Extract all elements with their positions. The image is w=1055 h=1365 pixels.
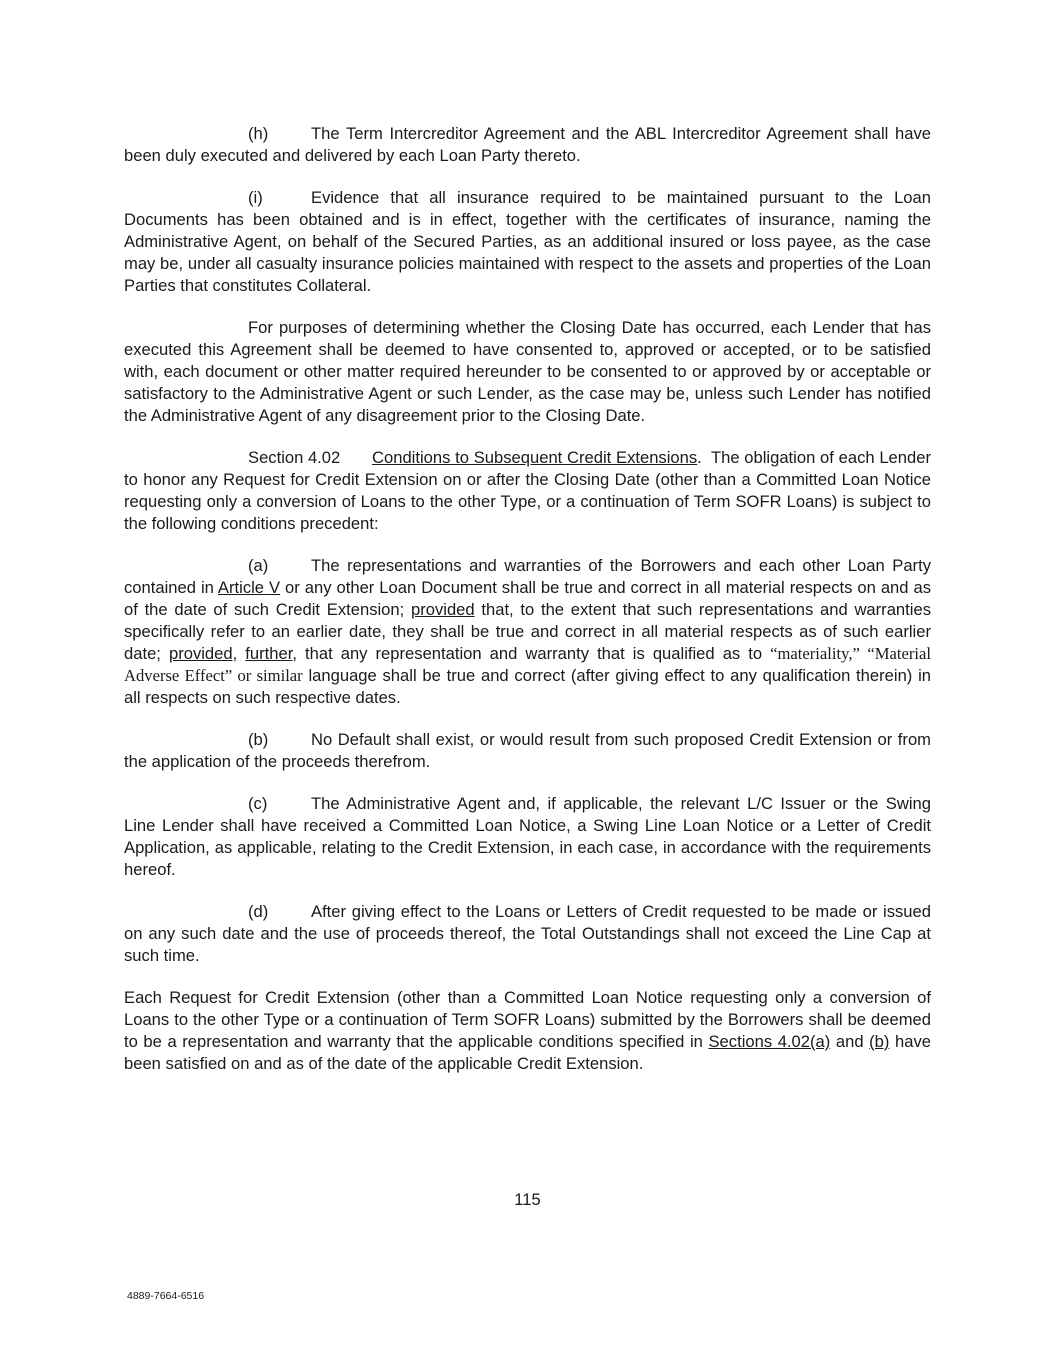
paragraph-c-text: The Administrative Agent and, if applicable, the relevant L/C Issuer or the Swing Line Lender shall have received a Committed Loan Notice, a Swing Line Loan Notice or a Letter of Credit Application, as applicable, relating to the Credit Extension, in each case, in accordance with the requirements hereof.: [124, 794, 931, 879]
paragraph-h-text: The Term Intercreditor Agreement and the ABL Intercreditor Agreement shall have been duly executed and delivered by each Loan Party thereto.: [124, 124, 931, 165]
section-heading: Conditions to Subsequent Credit Extensions: [372, 448, 698, 467]
paragraph-c: [124, 793, 931, 881]
document-page: [124, 123, 931, 1095]
further-term: further: [245, 644, 293, 663]
paragraph-b: [124, 729, 931, 773]
paragraph-a-text-5: , that any representation and warranty that is qualified as to: [292, 644, 771, 663]
paragraph-i-text: Evidence that all insurance required to be maintained pursuant to the Loan Documents has been obtained and is in effect, together with the certificates of insurance, naming the Administrative Agent, on behalf of the Secured Parties, as an additional insured or loss payee, as the case may be, under all casualty insurance policies maintained with respect to the assets and properties of the Loan Parties that constitutes Collateral.: [124, 188, 931, 295]
paragraph-d-label: (d): [248, 902, 269, 921]
paragraph-a: [124, 555, 931, 709]
paragraph-i: [124, 187, 931, 297]
article-v-reference: Article V: [217, 578, 281, 597]
section-number: Section 4.02: [248, 448, 341, 467]
quoted-terms: “materiality,” “Material Adverse Effect” or similar: [124, 644, 931, 685]
paragraph-final-text-3: have been satisfied on and as of the date of the applicable Credit Extension.: [124, 1032, 931, 1073]
paragraph-final-text-1: Each Request for Credit Extension (other than a Committed Loan Notice requesting only a conversion of Loans to the other Type or a continuation of Term SOFR Loans) submitted by the Borrowers shall be deemed to be a representation and warranty that the applicable conditions specified in: [124, 988, 931, 1051]
paragraph-c-label: (c): [248, 794, 268, 813]
paragraph-a-text-2: or any other Loan Document shall be true and correct in all material respects on and as of the date of such Credit Extension;: [124, 578, 932, 619]
document-id: 4889-7664-6516: [127, 1290, 205, 1302]
page-number: 115: [514, 1190, 541, 1209]
section-heading-end: .: [697, 448, 702, 467]
paragraph-b-label: (b): [248, 730, 269, 749]
paragraph-h: [124, 123, 931, 167]
paragraph-h-label: (h): [248, 124, 269, 143]
paragraph-i-label: (i): [248, 188, 263, 207]
section-text: The obligation of each Lender to honor any Request for Credit Extension on or after the Closing Date (other than a Committed Loan Notice requesting only a conversion of Loans to the other Type, or a continuation of Term SOFR Loans) is subject to the following conditions precedent:: [124, 448, 931, 533]
paragraph-d-text: After giving effect to the Loans or Letters of Credit requested to be made or issued on any such date and the use of proceeds thereof, the Total Outstandings shall not exceed the Line Cap at such time.: [124, 902, 931, 965]
sections-reference: Sections 4.02(a): [708, 1032, 831, 1051]
provided-term-2: provided,: [168, 644, 238, 663]
paragraph-final-text-2: and: [830, 1032, 870, 1051]
paragraph-closing-date-text: For purposes of determining whether the Closing Date has occurred, each Lender that has executed this Agreement shall be deemed to have consented to, approved or accepted, or to be satisfied with, each document or other matter required hereunder to be consented to or approved by or acceptable or satisfactory to the Administrative Agent or such Lender, as the case may be, unless such Lender has notified the Administrative Agent of any disagreement prior to the Closing Date.: [124, 318, 931, 425]
paragraph-b-text: No Default shall exist, or would result from such proposed Credit Extension or from the application of the proceeds therefrom.: [124, 730, 931, 771]
provided-term-1: provided: [410, 600, 475, 619]
paragraph-d: [124, 901, 931, 967]
paragraph-a-text-3: that, to the extent that such representations and warranties specifically refer to an earlier date, they shall be true and correct in all material respects as of such earlier date;: [124, 600, 931, 663]
b-reference: (b): [869, 1032, 890, 1051]
paragraph-a-text-1: The representations and warranties of the Borrowers and each other Loan Party contained in: [124, 556, 931, 597]
section-4-02: [124, 447, 931, 535]
paragraph-a-label: (a): [248, 556, 269, 575]
paragraph-closing-date: [124, 317, 931, 427]
paragraph-a-text-6: language shall be true and correct (after giving effect to any qualification therein) in all respects on such respective dates.: [124, 666, 931, 707]
paragraph-final: [124, 987, 931, 1075]
